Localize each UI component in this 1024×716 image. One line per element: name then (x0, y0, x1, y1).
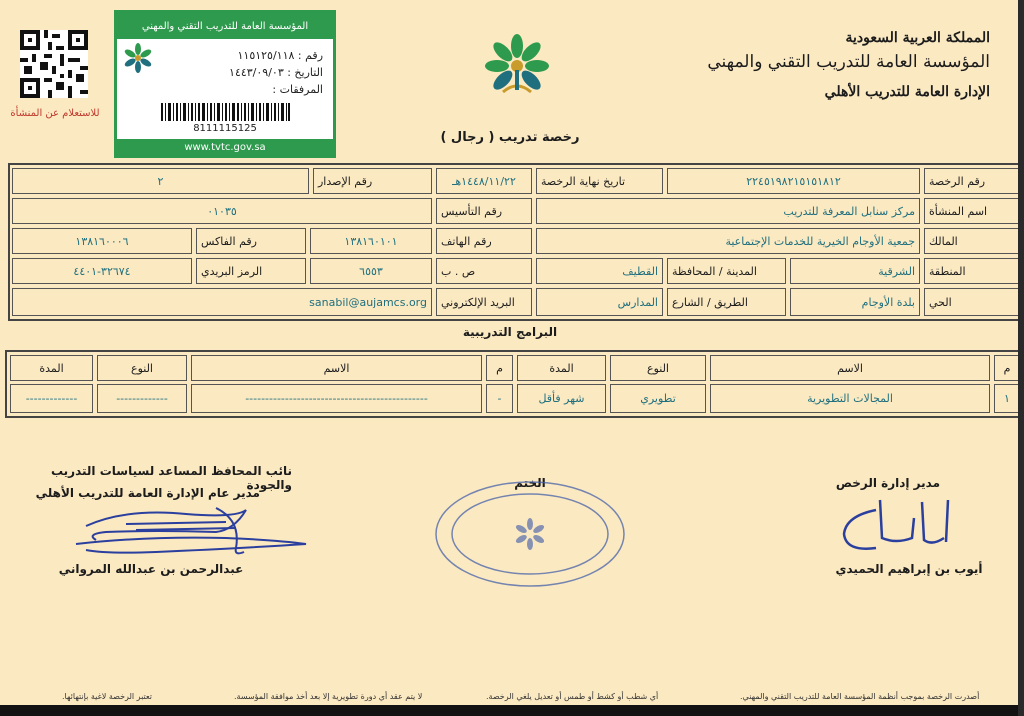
prog-col-no: م (994, 355, 1018, 381)
programs-title: البرامج التدريبية (462, 325, 558, 339)
header-line1: المملكة العربية السعودية (845, 30, 990, 46)
email-label: البريد الإلكتروني (436, 288, 532, 316)
postal-label: الرمز البريدي (196, 258, 306, 284)
prog-row2-duration: ------------- (10, 384, 93, 413)
fax-label: رقم الفاكس (196, 228, 306, 254)
footer-note-2: أي شطب أو كشط أو طمس أو تعديل يلغي الرخصة. (486, 692, 659, 701)
email-value[interactable]: sanabil@aujamcs.org (12, 288, 432, 316)
registration-sticker (114, 10, 336, 158)
footer-note-4: تعتبر الرخصة لاغية بإنتهائها. (62, 692, 152, 701)
prog-row2-name: ---------------------------------------------- (191, 384, 482, 413)
sticker-date-label: التاريخ : (287, 66, 323, 79)
scan-edge-bottom (0, 705, 1024, 716)
prog-row2-no: - (486, 384, 513, 413)
owner-value: جمعية الأوجام الخيرية للخدمات الإجتماعية (536, 228, 920, 254)
footer-note-3: لا يتم عقد أي دورة تطويرية إلا بعد أخذ موافقة المؤسسة. (234, 692, 423, 701)
qr-caption: للاستعلام عن المنشأة (10, 108, 100, 119)
prog-col-duration-2: المدة (10, 355, 93, 381)
phone-label: رقم الهاتف (436, 228, 532, 254)
prog-row2-type: ------------- (97, 384, 187, 413)
sticker-number-value: ١١٥١٢٥/١١٨ (237, 49, 295, 62)
sticker-date-row (229, 66, 323, 79)
expiry-label: تاريخ نهاية الرخصة (536, 168, 663, 194)
facility-name: مركز سنابل المعرفة للتدريب (536, 198, 920, 224)
sticker-website: www.tvtc.gov.sa (117, 139, 333, 155)
stamp-label: الختم (514, 476, 546, 490)
owner-label: المالك (924, 228, 1018, 254)
prog-col-type-2: النوع (97, 355, 187, 381)
founding-value: ٠١٠٣٥ (12, 198, 432, 224)
street-value: المدارس (536, 288, 663, 316)
region-label: المنطقة (924, 258, 1018, 284)
district-label: الحي (924, 288, 1018, 316)
right-signatory-name: أيوب بن إبراهيم الحميدي (835, 562, 983, 576)
prog-row1-duration: شهر فأقل (517, 384, 606, 413)
postal-value: ٣٢٦٧٤-٤٤٠١ (12, 258, 192, 284)
prog-row1-name: المجالات التطويرية (710, 384, 990, 413)
district-value: بلدة الأوجام (790, 288, 920, 316)
city-value: القطيف (536, 258, 663, 284)
prog-col-name-2: الاسم (191, 355, 482, 381)
prog-col-type: النوع (610, 355, 706, 381)
barcode-icon (161, 103, 291, 121)
prog-row1-type: تطويري (610, 384, 706, 413)
header-line3: الإدارة العامة للتدريب الأهلي (824, 84, 990, 100)
right-signatory-title: مدير إدارة الرخص (835, 476, 940, 490)
street-label: الطريق / الشارع (667, 288, 786, 316)
sticker-number-row (238, 49, 323, 62)
license-title: رخصة تدريب ( رجال ) (440, 130, 580, 145)
prog-row1-no: ١ (994, 384, 1018, 413)
issue-no: ٢ (12, 168, 309, 194)
pobox-value: ٦٥٥٣ (310, 258, 432, 284)
header-line2: المؤسسة العامة للتدريب التقني والمهني (707, 52, 990, 72)
left-signatory-title2: مدير عام الإدارة العامة للتدريب الأهلي (35, 486, 260, 500)
expiry-value: ١٤٤٨/١١/٢٢هـ (436, 168, 532, 194)
facility-label: اسم المنشأة (924, 198, 1018, 224)
city-label: المدينة / المحافظة (667, 258, 786, 284)
license-no-label: رقم الرخصة (924, 168, 1018, 194)
tvtc-logo-small-icon (123, 43, 153, 73)
sticker-date-value: ١٤٤٣/٠٩/٠٣ (229, 66, 284, 79)
right-signature-icon (836, 494, 960, 564)
fax-value: ١٣٨١٦٠٠٠٦ (12, 228, 192, 254)
left-signatory-name: عبدالرحمن بن عبدالله المرواني (58, 562, 244, 576)
founding-label: رقم التأسيس (436, 198, 532, 224)
footer-note-1: أصدرت الرخصة بموجب أنظمة المؤسسة العامة للتدريب التقني والمهني. (740, 692, 980, 701)
sticker-number-label: رقم : (297, 49, 323, 62)
prog-col-no-2: م (486, 355, 513, 381)
sticker-title: المؤسسة العامة للتدريب التقني والمهني (117, 13, 333, 39)
prog-col-duration: المدة (517, 355, 606, 381)
left-signature-icon (66, 500, 316, 562)
issue-no-label: رقم الإصدار (313, 168, 432, 194)
license-no: ٢٢٤٥١٩٨٢١٥١٥١٨١٢ (667, 168, 920, 194)
qr-code-icon[interactable] (20, 30, 88, 98)
pobox-label: ص . ب (436, 258, 532, 284)
official-stamp-icon (432, 478, 628, 590)
tvtc-logo-icon (482, 30, 552, 102)
left-signatory-title1: نائب المحافظ المساعد لسياسات التدريب والجودة (50, 464, 292, 492)
phone-value: ١٣٨١٦٠١٠١ (310, 228, 432, 254)
prog-col-name: الاسم (710, 355, 990, 381)
region-value: الشرقية (790, 258, 920, 284)
sticker-attachments-label: المرفقات : (272, 83, 323, 96)
barcode-text: 8111115125 (193, 123, 257, 134)
scan-edge-right (1018, 0, 1024, 716)
